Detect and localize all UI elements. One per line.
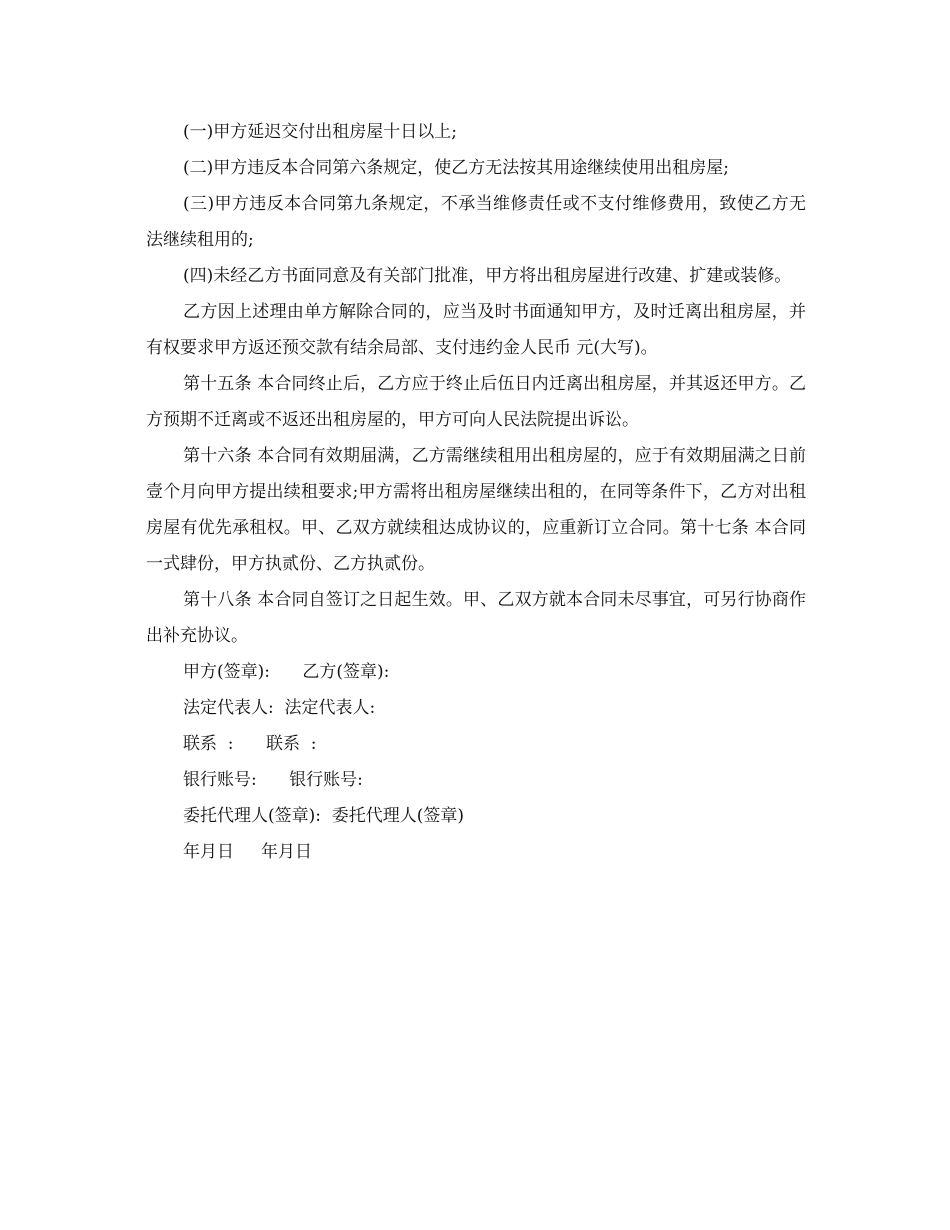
signature-agent: 委托代理人(签章): 委托代理人(签章) bbox=[183, 806, 465, 826]
signature-date: 年月日 年月日 bbox=[183, 842, 313, 862]
article-18: 第十八条 本合同自签订之日起生效。甲、乙双方就本合同未尽事宜，可另行协商作出补充协议。 bbox=[146, 590, 806, 646]
termination-paragraph: 乙方因上述理由单方解除合同的，应当及时书面通知甲方，及时迁离出租房屋，并有权要求甲方返还预交款有结余局部、支付违约金人民币 元(大写)。 bbox=[146, 302, 806, 358]
clause-item-2: (二)甲方违反本合同第六条规定，使乙方无法按其用途继续使用出租房屋; bbox=[183, 158, 729, 178]
article-15: 第十五条 本合同终止后，乙方应于终止后伍日内迁离出租房屋，并其返还甲方。乙方预期不迁离或不返还出租房屋的，甲方可向人民法院提出诉讼。 bbox=[146, 374, 806, 430]
article-16-17: 第十六条 本合同有效期届满，乙方需继续租用出租房屋的，应于有效期届满之日前壹个月向甲方提出续租要求;甲方需将出租房屋继续出租的，在同等条件下，乙方对出租房屋有优先承租权。甲、乙双方就续租达成协议的，应重新订立合同。第十七条 本合同一式肆份，甲方执贰份、乙方执贰份。 bbox=[146, 446, 806, 574]
document-page bbox=[146, 114, 806, 870]
clause-item-4: (四)未经乙方书面同意及有关部门批准，甲方将出租房屋进行改建、扩建或装修。 bbox=[183, 266, 792, 286]
clause-item-3: (三)甲方违反本合同第九条规定，不承当维修责任或不支付维修费用，致使乙方无法继续租用的; bbox=[146, 194, 806, 250]
signature-legal-rep: 法定代表人: 法定代表人: bbox=[183, 698, 376, 718]
signature-block bbox=[146, 654, 806, 870]
signature-parties: 甲方(签章): 乙方(签章): bbox=[183, 662, 390, 682]
signature-bank-account: 银行账号: 银行账号: bbox=[183, 770, 363, 790]
clause-item-1: (一)甲方延迟交付出租房屋十日以上; bbox=[183, 122, 457, 142]
signature-contact: 联系 : 联系 : bbox=[183, 734, 317, 754]
